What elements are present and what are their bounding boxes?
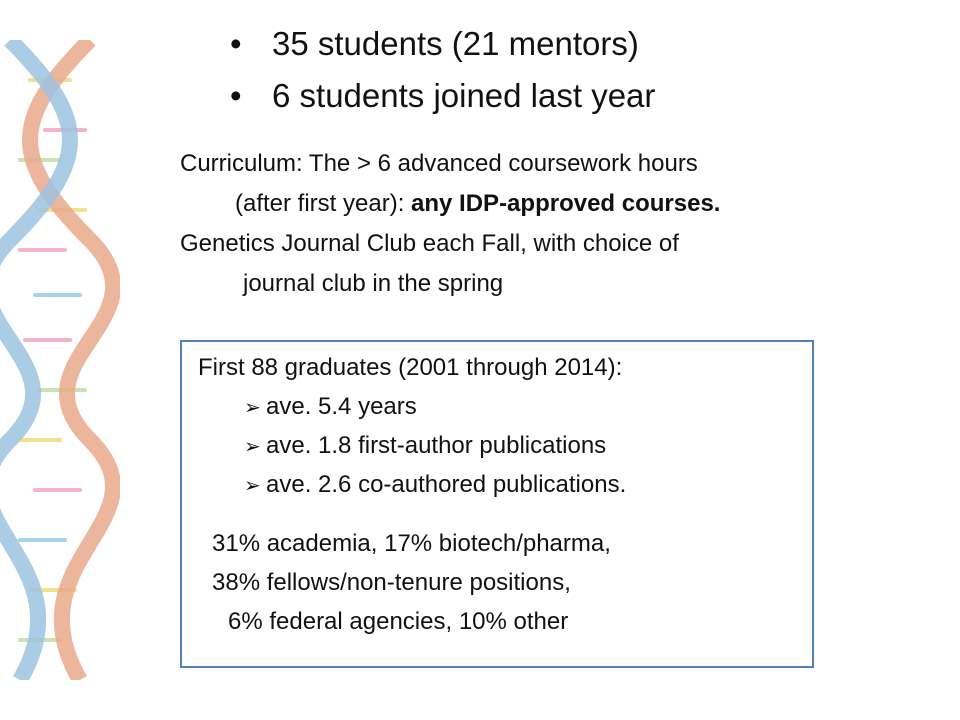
arrow-bullet-icon: ➢ (244, 436, 261, 458)
summary-bullets (230, 18, 655, 122)
curriculum-text (180, 144, 920, 304)
curriculum-emphasis: any IDP-approved courses. (411, 190, 721, 217)
bullet-item (230, 18, 655, 70)
graduate-stats (244, 388, 626, 505)
graduates-heading: First 88 graduates (2001 through 2014): (198, 354, 623, 381)
bullet-item (230, 70, 655, 122)
arrow-bullet-icon: ➢ (244, 397, 261, 419)
outcome-line: 31% academia, 17% biotech/pharma, (212, 530, 611, 557)
curriculum-line: Curriculum: The > 6 advanced coursework hours (180, 150, 698, 177)
journal-club-line: journal club in the spring (243, 270, 504, 297)
stat-item (244, 466, 626, 505)
bullet-text: 35 students (21 mentors) (272, 25, 639, 62)
career-outcomes (212, 524, 611, 641)
curriculum-line (180, 184, 920, 224)
stat-item (244, 427, 626, 466)
bullet-dot-icon: • (230, 25, 242, 62)
curriculum-plain: (after first year): (235, 190, 405, 217)
stat-text: ave. 5.4 years (266, 393, 417, 420)
outcome-line: 38% fellows/non-tenure positions, (212, 569, 571, 596)
outcome-line: 6% federal agencies, 10% other (228, 608, 569, 635)
stat-text: ave. 1.8 first-author publications (266, 432, 607, 459)
bullet-dot-icon: • (230, 77, 242, 114)
journal-club-line: Genetics Journal Club each Fall, with choice of (180, 230, 679, 257)
dna-helix-icon (0, 40, 120, 680)
stat-text: ave. 2.6 co-authored publications. (266, 471, 627, 498)
bullet-text: 6 students joined last year (272, 77, 656, 114)
stat-item (244, 388, 626, 427)
arrow-bullet-icon: ➢ (244, 475, 261, 497)
graduates-box (180, 340, 814, 668)
